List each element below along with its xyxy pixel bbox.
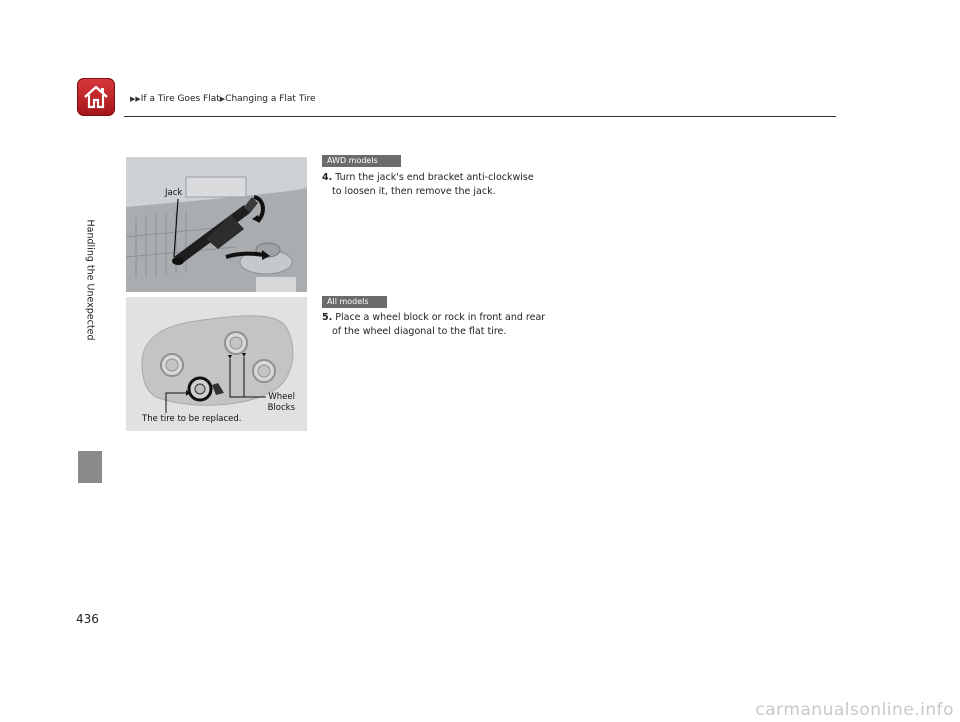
step-4 xyxy=(322,171,582,199)
jack-illustration xyxy=(126,157,307,292)
model-badge: All models xyxy=(322,296,387,308)
step-text: of the wheel diagonal to the flat tire. xyxy=(332,326,507,337)
step-text: Turn the jack's end bracket anti-clockwise xyxy=(335,172,534,183)
home-button[interactable] xyxy=(77,78,115,116)
wheel-blocks-label xyxy=(268,392,295,414)
breadcrumb xyxy=(130,94,316,104)
section-tab-marker xyxy=(78,451,102,483)
section-tab-label: Handling the Unexpected xyxy=(84,219,96,341)
step-number: 5. xyxy=(322,312,333,323)
wheel-blocks-label-line: Wheel xyxy=(268,392,295,402)
jack-label: Jack xyxy=(165,188,183,198)
breadcrumb-arrow-icon: ▶ xyxy=(219,95,226,103)
model-badge: AWD models xyxy=(322,155,401,167)
breadcrumb-arrow-icon: ▶▶ xyxy=(130,95,141,103)
step-5 xyxy=(322,311,582,339)
header-divider xyxy=(124,116,836,117)
step-text: to loosen it, then remove the jack. xyxy=(332,186,496,197)
wheel-blocks-illustration xyxy=(126,297,307,431)
flat-tire-label: The tire to be replaced. xyxy=(142,414,242,424)
breadcrumb-item[interactable]: Changing a Flat Tire xyxy=(225,94,316,104)
watermark: carmanualsonline.info xyxy=(755,700,954,720)
home-icon xyxy=(81,82,111,112)
step-text: Place a wheel block or rock in front and rear xyxy=(335,312,546,323)
wheel-blocks-label-line: Blocks xyxy=(267,403,295,413)
page-number: 436 xyxy=(76,612,99,626)
step-number: 4. xyxy=(322,172,333,183)
breadcrumb-item[interactable]: If a Tire Goes Flat xyxy=(140,94,220,104)
